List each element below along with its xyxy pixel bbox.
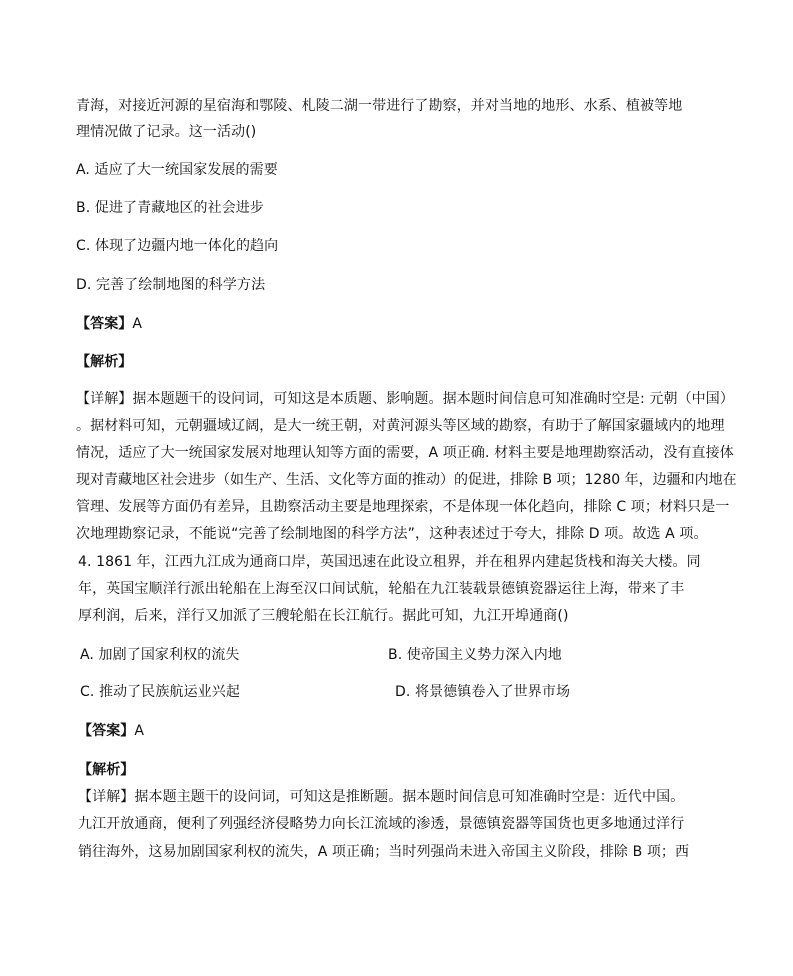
q3-answer-label: 【答案】	[76, 316, 133, 332]
q4-option-c: C. 推动了民族航运业兴起	[80, 684, 240, 700]
q3-detail-line-2: 。据材料可知，元朝疆域辽阔，是大一统王朝，对黄河源头等区域的勘察，有助于了解国家疆域内的地理	[76, 418, 725, 434]
q3-stem-line-2: 理情况做了记录。这一活动()	[76, 124, 257, 140]
q4-stem-line-3: 厚利润，后来，洋行又加派了三艘轮船在长江航行。据此可知，九江开埠通商()	[78, 608, 569, 624]
q4-stem-line-1: 4. 1861 年，江西九江成为通商口岸，英国迅速在此设立租界，并在租界内建起货栈和海关大楼。同	[78, 554, 701, 570]
q4-option-b: B. 使帝国主义势力深入内地	[388, 647, 562, 663]
q4-option-a: A. 加剧了国家利权的流失	[80, 647, 240, 663]
q3-option-b: B. 促进了青藏地区的社会进步	[76, 200, 265, 216]
q3-analysis-label: 【解析】	[76, 354, 133, 370]
q4-detail-line-1: 【详解】据本题主题干的设问词，可知这是推断题。据本题时间信息可知准确时空是：近代中国。	[78, 789, 685, 805]
q4-detail-line-2: 九江开放通商，便利了列强经济侵略势力向长江流域的渗透，景德镇瓷器等国货也更多地通过洋行	[78, 816, 685, 832]
q3-stem-line-1: 青海，对接近河源的星宿海和鄂陵、札陵二湖一带进行了勘察，并对当地的地形、水系、植被等地	[76, 98, 683, 114]
q3-option-c: C. 体现了边疆内地一体化的趋向	[76, 238, 279, 254]
q4-answer-label: 【答案】	[78, 723, 135, 739]
q4-answer	[78, 721, 144, 741]
q4-option-d: D. 将景德镇卷入了世界市场	[395, 684, 571, 700]
q3-detail-line-1: 【详解】据本题题干的设问词，可知这是本质题、影响题。据本题时间信息可知准确时空是: 元朝（中国）	[76, 391, 734, 407]
q3-detail-line-5: 管理、发展等方面仍有差异，且勘察活动主要是地理探索，不是体现一体化趋向，排除 C 项；材料只是一	[76, 499, 730, 515]
q3-detail-line-4: 现对青藏地区社会进步（如生产、生活、文化等方面的推动）的促进，排除 B 项；1280 年，边疆和内地在	[76, 472, 737, 488]
q3-option-d: D. 完善了绘制地图的科学方法	[76, 277, 266, 293]
q3-detail-line-6: 次地理勘察记录，不能说“完善了绘制地图的科学方法”，这种表述过于夸大，排除 D 项。故选 A 项。	[76, 526, 708, 542]
q4-analysis-label: 【解析】	[78, 762, 135, 778]
q3-option-a: A. 适应了大一统国家发展的需要	[76, 162, 278, 178]
q4-answer-value: A	[134, 723, 145, 739]
q4-stem-line-2: 年，英国宝顺洋行派出轮船在上海至汉口间试航，轮船在九江装载景德镇瓷器运往上海，带来了丰	[78, 581, 685, 597]
q3-detail-line-3: 情况，适应了大一统国家发展对地理认知等方面的需要，A 项正确. 材料主要是地理勘察活动，没有直接体	[76, 445, 734, 461]
q3-answer-value: A	[132, 316, 143, 332]
q3-answer	[76, 314, 142, 334]
q4-detail-line-3: 销往海外，这易加剧国家利权的流失，A 项正确；当时列强尚未进入帝国主义阶段，排除 B 项；西	[78, 844, 690, 860]
